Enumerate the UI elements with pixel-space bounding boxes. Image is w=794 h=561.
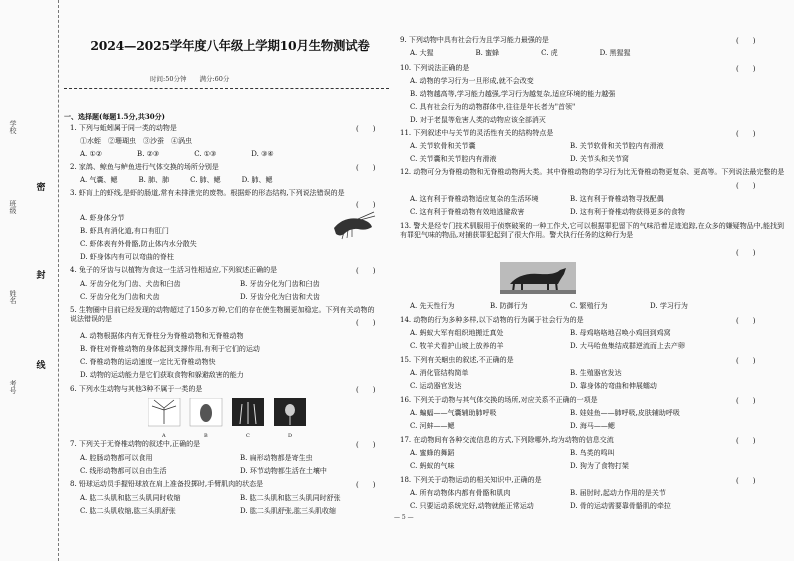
answer-paren: ( ) xyxy=(736,65,756,73)
question-8-option-b: B. 肱二头肌和肱三头肌同时舒张 xyxy=(240,494,341,502)
question-4: 4. 兔子的牙齿与以植物为食这一生活习性相适应,下列叙述正确的是 xyxy=(70,266,278,274)
header-divider xyxy=(64,88,389,89)
question-13-option-c: C. 繁殖行为 xyxy=(570,302,608,310)
exam-title: 2024—2025学年度八年级上学期10月生物测试卷 xyxy=(90,38,370,53)
question-12: 12. 动物可分为脊椎动物和无脊椎动物两大类。其中脊椎动物的学习行为比无脊椎动物更复杂、更高等。下列说法最完整的是 xyxy=(400,168,785,176)
question-15-option-c: C. 运动器官发达 xyxy=(410,382,462,390)
aquatic-animals-figure xyxy=(148,398,308,432)
question-7-option-b: B. 扁形动物都是寄生虫 xyxy=(240,454,313,462)
exam-info: 时间:50分钟 满分:60分 xyxy=(150,75,230,83)
answer-paren: ( ) xyxy=(736,37,756,45)
question-5: 5. 生物圈中目前已经发现的动物超过了150多万种,它们的存在使生物圈更加稳定。下列有关动物的说法错误的是 xyxy=(70,306,375,323)
question-16-option-c: C. 河蚌——鳃 xyxy=(410,422,455,430)
question-3-option-c: C. 虾体表有外骨骼,防止体内水分散失 xyxy=(80,240,197,248)
question-12-option-a: A. 这有利于脊椎动物适应复杂的生活环境 xyxy=(410,195,539,203)
binding-strip xyxy=(0,0,59,561)
question-10-option-b: B. 动物越高等,学习能力越强,学习行为越复杂,适应环境的能力越强 xyxy=(410,90,616,98)
question-15-option-b: B. 生殖器官发达 xyxy=(570,369,622,377)
question-5-option-d: D. 动物的运动能力是它们获取食物和躲避敌害的能力 xyxy=(80,371,244,379)
question-1-items: ①水蛭 ②珊瑚虫 ③沙蚕 ④涡虫 xyxy=(80,137,192,145)
figure-label-a: A xyxy=(162,433,166,439)
question-11-option-d: D. 关节头和关节窝 xyxy=(570,155,629,163)
question-13-option-b: B. 防御行为 xyxy=(490,302,528,310)
answer-paren: ( ) xyxy=(356,267,376,275)
question-10-option-c: C. 具有社会行为的动物群体中,往往是年长者为"首领" xyxy=(410,103,576,111)
question-18-option-d: D. 骨的运动需要靠骨骼肌的牵拉 xyxy=(570,502,671,510)
answer-paren: ( ) xyxy=(736,357,756,365)
answer-paren: ( ) xyxy=(356,164,376,172)
question-5-option-c: C. 脊椎动物的运动速度一定比无脊椎动物快 xyxy=(80,358,216,366)
answer-paren: ( ) xyxy=(736,477,756,485)
question-9: 9. 下列动物中具有社会行为且学习能力最强的是 xyxy=(400,36,549,44)
question-17-option-c: C. 蚂蚁的气味 xyxy=(410,462,455,470)
page-number: — 5 — xyxy=(394,514,414,521)
answer-paren: ( ) xyxy=(356,319,376,327)
binding-label-number: 考号 xyxy=(9,380,17,394)
question-12-option-d: D. 这有利于脊椎动物获得更多的食物 xyxy=(570,208,685,216)
shrimp-image xyxy=(330,210,376,240)
question-10-option-d: D. 对于老鼠等危害人类的动物应该全部消灭 xyxy=(410,116,546,124)
question-8-option-c: C. 肱二头肌收缩,肱三头肌舒张 xyxy=(80,507,176,515)
question-18-option-a: A. 所有动物体内都有骨骼和肌肉 xyxy=(410,489,511,497)
question-15: 15. 下列有关蛔虫的叙述,不正确的是 xyxy=(400,356,514,364)
question-18-option-b: B. 届肘时,起动力作用的是关节 xyxy=(570,489,666,497)
question-2: 2. 家鸽、鲸鱼与鲈鱼进行气体交换的场所分别是 xyxy=(70,163,219,171)
question-13-option-d: D. 学习行为 xyxy=(650,302,688,310)
question-13: 13. 警犬是经专门技术驯服用于侦察破案的一种工作犬,它可以根据罪犯留下的气味沿着足迹追踪,在众多的嫌疑物品中,能找到有罪犯气味的物品,对捕获罪犯起到了很大作用。警犬执行任务的这种行为是 xyxy=(400,222,785,239)
question-14-option-a: A. 蚂蚁大军有组织地搬迁真处 xyxy=(410,329,504,337)
answer-paren: ( ) xyxy=(736,397,756,405)
question-12-option-c: C. 这有利于脊椎动物有效地逃避敌害 xyxy=(410,208,525,216)
question-15-option-d: D. 靠身体的弯曲和伸展蠕动 xyxy=(570,382,657,390)
question-16-option-d: D. 海马——鳃 xyxy=(570,422,615,430)
question-17-option-b: B. 鸟类的鸣叫 xyxy=(570,449,615,457)
question-4-option-d: D. 牙齿分化为臼齿和犬齿 xyxy=(240,293,320,301)
question-1-options: A. ①② B. ②③ C. ①③ D. ③④ xyxy=(80,150,274,158)
question-14-option-c: C. 牧羊犬看护山坡上放养的羊 xyxy=(410,342,504,350)
question-7-option-c: C. 线形动物都可以自由生活 xyxy=(80,467,167,475)
question-18: 18. 下列关于动物运动的相关知识中,正确的是 xyxy=(400,476,542,484)
question-12-option-b: B. 这有利于脊椎动物寻找配偶 xyxy=(570,195,664,203)
answer-paren: ( ) xyxy=(356,386,376,394)
figure-label-b: B xyxy=(204,433,208,439)
binding-mark-seal: 密 xyxy=(30,180,52,193)
question-8-option-a: A. 肱二头肌和肱三头肌同时收缩 xyxy=(80,494,181,502)
binding-label-name: 姓名 xyxy=(9,290,17,304)
question-6: 6. 下列水生动物与其他3种不属于一类的是 xyxy=(70,385,203,393)
question-7-option-d: D. 环节动物都生活在土壤中 xyxy=(240,467,327,475)
question-3-option-b: B. 虾具有消化道,有口有肛门 xyxy=(80,227,169,235)
section-heading: 一、选择题(每题1.5分,共30分) xyxy=(64,112,165,121)
question-2-options: A. 气囊、鳃 B. 肺、肺 C. 肺、鳃 D. 肺、鳃 xyxy=(80,176,273,184)
question-3-option-a: A. 虾身体分节 xyxy=(80,214,125,222)
answer-paren: ( ) xyxy=(736,249,756,257)
question-7: 7. 下列关于无脊椎动物的叙述中,正确的是 xyxy=(70,440,201,448)
question-3-option-d: D. 虾身体内有可以弯曲的脊柱 xyxy=(80,253,174,261)
question-11-option-c: C. 关节囊和关节腔内有滑液 xyxy=(410,155,497,163)
answer-paren: ( ) xyxy=(356,201,376,209)
question-10-option-a: A. 动物的学习行为一旦形成,就不会改变 xyxy=(410,77,534,85)
question-15-option-a: A. 消化管结构简单 xyxy=(410,369,469,377)
answer-paren: ( ) xyxy=(736,437,756,445)
question-8-option-d: D. 肱二头肌舒张,肱三头肌收缩 xyxy=(240,507,337,515)
binding-mark-close: 封 xyxy=(30,268,52,281)
question-17-option-d: D. 狗为了食物打架 xyxy=(570,462,629,470)
question-7-option-a: A. 腔肠动物都可以食用 xyxy=(80,454,153,462)
question-14-option-b: B. 母鸡咯咯地召唤小鸡回到鸡窝 xyxy=(570,329,671,337)
question-16: 16. 下列关于动物与其气体交换的场所,对应关系不正确的一项是 xyxy=(400,396,598,404)
question-4-option-a: A. 牙齿分化为门齿、犬齿和臼齿 xyxy=(80,280,181,288)
question-11: 11. 下列叙述中与关节的灵活性有关的结构特点是 xyxy=(400,129,554,137)
figure-label-d: D xyxy=(288,433,293,439)
answer-paren: ( ) xyxy=(356,481,376,489)
answer-paren: ( ) xyxy=(736,317,756,325)
question-5-option-a: A. 动物根据体内有无脊柱分为脊椎动物和无脊椎动物 xyxy=(80,332,244,340)
question-4-option-c: C. 牙齿分化为门齿和犬齿 xyxy=(80,293,160,301)
question-3: 3. 虾肓上的虾线,是虾的肠道,常有未排泄完的废物。根据虾的形态结构,下列说法错误的是 xyxy=(70,189,345,197)
question-16-option-a: A. 蝙蝠——气囊辅助肺呼吸 xyxy=(410,409,497,417)
binding-label-school: 学校 xyxy=(9,120,17,134)
answer-paren: ( ) xyxy=(356,125,376,133)
question-17-option-a: A. 蜜蜂的舞蹈 xyxy=(410,449,455,457)
question-18-option-c: C. 只要运动系统完好,动物就能正常运动 xyxy=(410,502,534,510)
question-1: 1. 下列与蚯蚓属于同一类的动物是 xyxy=(70,124,177,132)
question-4-option-b: B. 牙齿分化为门齿和臼齿 xyxy=(240,280,320,288)
question-14: 14. 动物的行为多种多样,以下动物的行为属于社会行为的是 xyxy=(400,316,584,324)
police-dog-image xyxy=(500,262,576,294)
question-5-option-b: B. 脊柱对脊椎动物的身体起到支撑作用,有利于它们的运动 xyxy=(80,345,260,353)
binding-mark-line: 线 xyxy=(30,358,52,371)
question-11-option-b: B. 关节软骨和关节腔内有滑液 xyxy=(570,142,664,150)
answer-paren: ( ) xyxy=(736,182,756,190)
question-11-option-a: A. 关节软骨和关节囊 xyxy=(410,142,476,150)
answer-paren: ( ) xyxy=(736,130,756,138)
binding-label-class: 班级 xyxy=(9,200,17,214)
question-17: 17. 在动物间有各种交流信息的方式,下列除哪外,均为动物的信息交流 xyxy=(400,436,614,444)
question-8: 8. 铅球运动员手握铅球放在肩上准备投掷时,手臂肌肉的状态是 xyxy=(70,480,264,488)
question-16-option-b: B. 娃娃鱼——肺呼吸,皮肤辅助呼吸 xyxy=(570,409,680,417)
question-14-option-d: D. 大马哈鱼集结成群逆流而上去产卵 xyxy=(570,342,685,350)
question-13-option-a: A. 先天性行为 xyxy=(410,302,455,310)
question-10: 10. 下列说法正确的是 xyxy=(400,64,470,72)
figure-label-c: C xyxy=(246,433,250,439)
question-9-options: A. 大猩 B. 蜜蜂 C. 虎 D. 黑猩猩 xyxy=(410,49,631,57)
answer-paren: ( ) xyxy=(356,441,376,449)
